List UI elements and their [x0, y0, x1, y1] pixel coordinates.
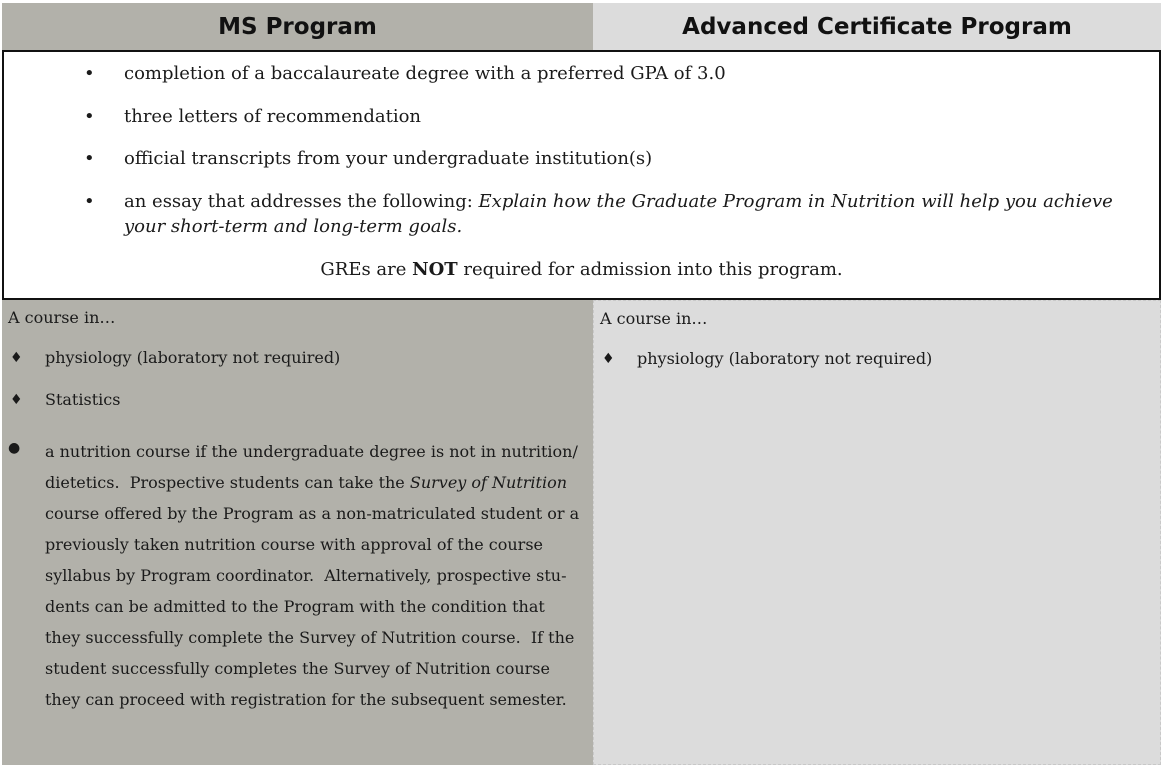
ms-course-intro: A course in… — [8, 308, 116, 327]
requirement-degree: completion of a baccalaureate degree with a preferred GPA of 3.0 — [124, 63, 726, 84]
bullet-icon: • — [84, 106, 95, 127]
nutrition-line-text: dietetics. Prospective students can take the — [45, 473, 410, 492]
ac-course-physiology-label: physiology (laboratory not required) — [637, 349, 933, 368]
gre-note — [4, 257, 1159, 282]
ms-program-header — [2, 3, 593, 50]
advanced-certificate-title: Advanced Certificate Program — [682, 13, 1072, 40]
bullet-icon: • — [84, 191, 95, 212]
ms-course-statistics — [10, 390, 590, 412]
requirement-transcripts: official transcripts from your undergraduate institution(s) — [124, 148, 653, 169]
bullet-icon: • — [84, 63, 95, 84]
ms-course-prerequisites — [2, 300, 593, 765]
diamond-bullet-icon: ♦ — [10, 350, 23, 366]
ac-course-physiology — [602, 349, 1157, 371]
bullet-icon: • — [84, 148, 95, 169]
advanced-certificate-course-prerequisites — [593, 300, 1161, 765]
nutrition-line: dents can be admitted to the Program with the condition that — [45, 597, 545, 616]
gre-note-after: required for admission into this program. — [457, 259, 843, 280]
ms-course-physiology-label: physiology (laboratory not required) — [45, 348, 341, 367]
essay-prompt: Explain how the Graduate Program in Nutrition will help you achieve your short-term and long-term goals. — [124, 191, 1113, 237]
requirement-essay — [124, 189, 1144, 239]
essay-prefix: an essay that addresses the following: — [124, 191, 479, 212]
survey-of-nutrition-title: Survey of Nutrition — [409, 473, 568, 492]
requirement-letters: three letters of recommendation — [124, 106, 421, 127]
ms-course-statistics-label: Statistics — [45, 390, 121, 409]
nutrition-line: previously taken nutrition course with approval of the course — [45, 535, 543, 554]
nutrition-line: they successfully complete the Survey of Nutrition course. If the — [45, 628, 575, 647]
nutrition-line: a nutrition course if the undergraduate degree is not in nutrition/ — [45, 442, 578, 461]
ac-course-intro: A course in… — [600, 309, 708, 328]
diamond-bullet-icon: ♦ — [602, 351, 615, 367]
nutrition-line — [45, 467, 567, 498]
gre-note-before: GREs are — [320, 259, 413, 280]
advanced-certificate-header — [593, 3, 1161, 50]
shared-requirements-box — [2, 50, 1161, 300]
ms-program-title: MS Program — [218, 13, 377, 40]
diamond-bullet-icon: ♦ — [10, 392, 23, 408]
ms-course-physiology — [10, 348, 590, 370]
gre-note-not: NOT — [412, 259, 458, 280]
nutrition-line: syllabus by Program coordinator. Alternatively, prospective stu- — [45, 566, 567, 585]
nutrition-line: course offered by the Program as a non-matriculated student or a — [45, 504, 580, 523]
nutrition-line: they can proceed with registration for the subsequent semester. — [45, 690, 567, 709]
nutrition-line: student successfully completes the Survey of Nutrition course — [45, 659, 550, 678]
circle-bullet-icon: ● — [8, 440, 21, 456]
